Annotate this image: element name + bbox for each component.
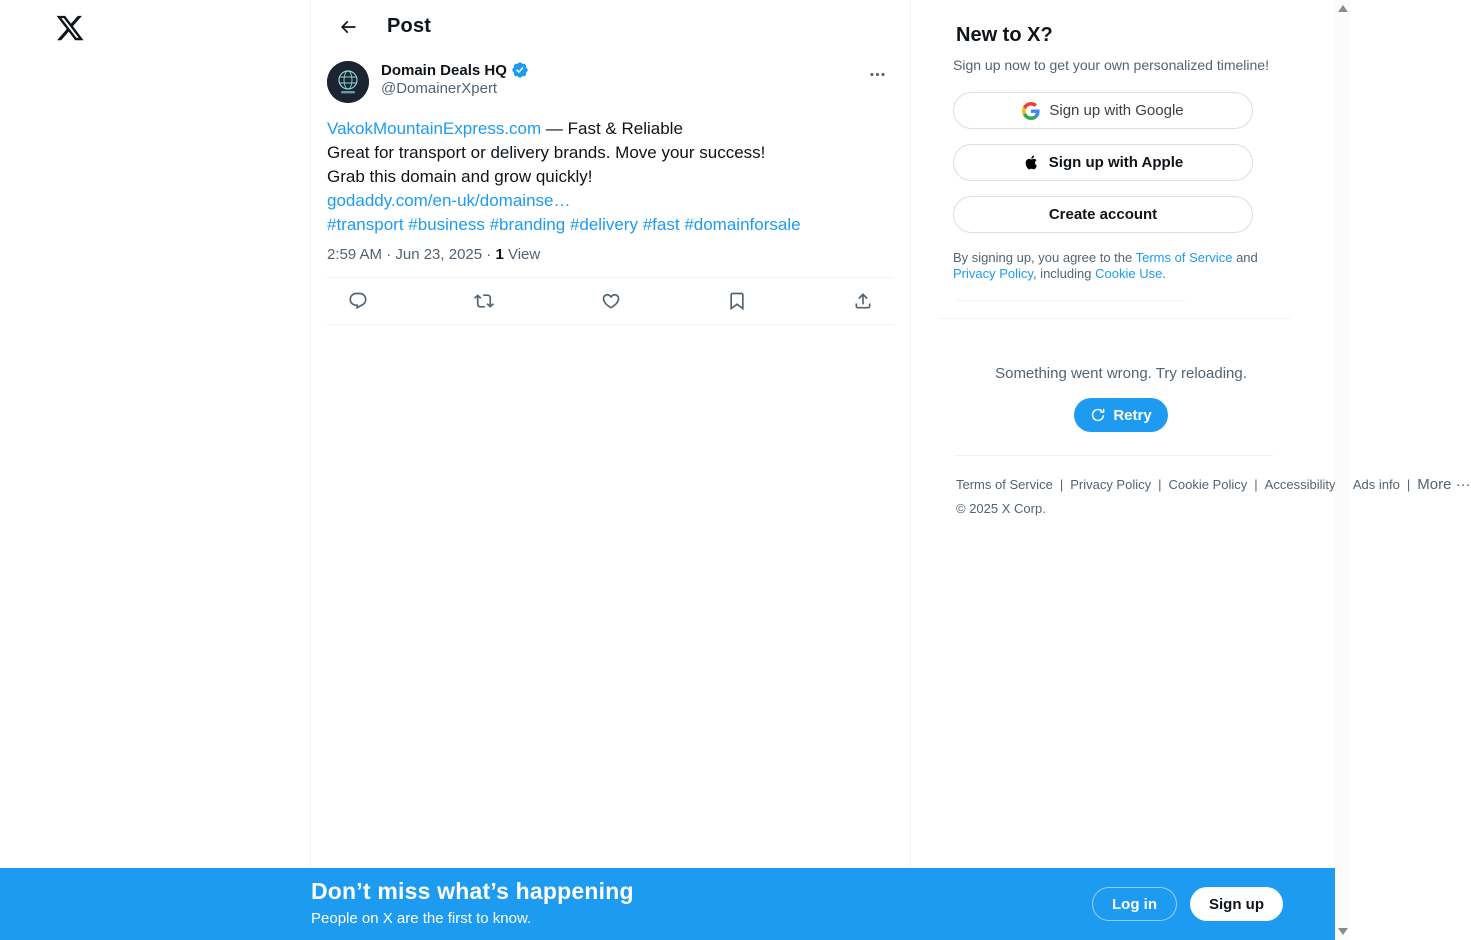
hashtag-link[interactable]: #transport [327, 215, 404, 234]
apple-icon [1023, 154, 1040, 171]
footer-copyright: © 2025 X Corp. [956, 501, 1046, 516]
create-account-button[interactable] [953, 196, 1253, 233]
more-dots-icon [868, 65, 887, 84]
login-button[interactable]: Log in [1092, 887, 1177, 921]
hashtag-link[interactable]: #fast [642, 215, 680, 234]
banner-text [311, 878, 634, 927]
bottom-banner [0, 868, 1335, 940]
footer-accessibility-link[interactable]: Accessibility [1264, 477, 1336, 492]
footer-cookie-link[interactable]: Cookie Policy [1168, 477, 1248, 492]
signup-google-button[interactable] [953, 92, 1253, 129]
views-label: View [507, 246, 541, 263]
hashtag-link[interactable]: #branding [489, 215, 566, 234]
hashtag-link[interactable]: #business [408, 215, 485, 234]
like-button[interactable] [592, 282, 630, 320]
footer-adsinfo-link[interactable]: Ads info [1352, 477, 1400, 492]
scrollbar[interactable] [1335, 0, 1350, 940]
tweet-text [327, 117, 894, 237]
banner-title: Don’t miss what’s happening [311, 878, 634, 904]
footer-terms-link[interactable]: Terms of Service [956, 477, 1053, 492]
signup-apple-button[interactable] [953, 144, 1253, 181]
cookie-use-link[interactable]: Cookie Use [1095, 266, 1163, 281]
author-name[interactable]: Domain Deals HQ [381, 61, 507, 79]
tweet-line1-rest: — Fast & Reliable [545, 119, 683, 138]
hashtag-link[interactable]: #delivery [569, 215, 638, 234]
signup-button[interactable]: Sign up [1190, 887, 1283, 921]
footer-more-button[interactable]: More ··· [1417, 476, 1471, 493]
legal-period: . [1162, 266, 1166, 281]
reply-button[interactable] [339, 282, 377, 320]
main-column [310, 0, 911, 868]
retry-refresh-icon [1090, 407, 1106, 423]
scrollbar-down-arrow-icon[interactable] [1338, 928, 1348, 935]
author-meta [381, 61, 860, 97]
signup-google-label: Sign up with Google [1049, 102, 1184, 119]
author-handle[interactable]: @DomainerXpert [381, 80, 498, 97]
tweet-timestamp: 2:59 AM · Jun 23, 2025 · [327, 246, 492, 263]
bookmark-button[interactable] [718, 282, 756, 320]
signup-legal-text [953, 250, 1273, 282]
tweet-domain-link[interactable]: VakokMountainExpress.com [327, 119, 542, 138]
terms-of-service-link[interactable]: Terms of Service [1135, 250, 1233, 265]
tweet-hashtags [327, 213, 894, 237]
back-arrow-icon [338, 17, 358, 37]
back-button[interactable] [331, 10, 365, 44]
repost-icon [474, 291, 494, 311]
verified-badge-icon [511, 61, 529, 79]
google-icon [1022, 102, 1040, 120]
footer-separator: | [1059, 477, 1064, 492]
tweet-author-row [327, 61, 894, 103]
footer-separator: | [1406, 477, 1411, 492]
page-title: Post [387, 15, 432, 37]
legal-prefix: By signing up, you agree to the [953, 250, 1133, 265]
signup-title: New to X? [956, 24, 1053, 46]
avatar-globe-art [327, 61, 369, 103]
divider [938, 318, 1290, 319]
divider [955, 455, 1273, 456]
create-account-label: Create account [1048, 206, 1158, 223]
repost-button[interactable] [465, 282, 503, 320]
share-button[interactable] [844, 282, 882, 320]
tweet-more-button[interactable] [860, 57, 894, 91]
tweet-action-bar [327, 277, 894, 325]
tweet-meta [327, 246, 894, 263]
footer-separator: | [1254, 477, 1258, 492]
x-logo[interactable] [55, 13, 85, 43]
privacy-policy-link[interactable]: Privacy Policy [953, 266, 1033, 281]
banner-actions [1092, 887, 1283, 921]
error-message: Something went wrong. Try reloading. [995, 365, 1247, 382]
legal-including: , including [1032, 266, 1092, 281]
reply-icon [348, 291, 368, 311]
tweet [311, 53, 910, 325]
divider [955, 300, 1185, 301]
avatar[interactable] [327, 61, 369, 103]
retry-label: Retry [1113, 406, 1152, 424]
post-header [311, 0, 910, 53]
banner-subtitle: People on X are the first to know. [311, 910, 532, 927]
tweet-line2: Great for transport or delivery brands. Move your success! [327, 143, 766, 162]
hashtag-link[interactable]: #domainforsale [684, 215, 801, 234]
tweet-url-link[interactable]: godaddy.com/en-uk/domainse… [327, 191, 571, 210]
footer-separator: | [1158, 477, 1162, 492]
share-icon [853, 291, 873, 311]
bookmark-icon [727, 291, 747, 311]
signup-apple-label: Sign up with Apple [1048, 154, 1184, 171]
like-heart-icon [601, 291, 621, 311]
tweet-line3: Grab this domain and grow quickly! [327, 167, 593, 186]
signup-subtitle: Sign up now to get your own personalized timeline! [953, 57, 1269, 73]
right-sidebar [952, 0, 1471, 521]
scrollbar-up-arrow-icon[interactable] [1338, 5, 1348, 12]
legal-and: and [1236, 250, 1258, 265]
retry-button[interactable] [1074, 398, 1167, 432]
views-count: 1 [495, 246, 504, 263]
footer-privacy-link[interactable]: Privacy Policy [1070, 477, 1152, 492]
x-logo-icon [55, 13, 85, 43]
sidebar-footer [956, 473, 1471, 521]
